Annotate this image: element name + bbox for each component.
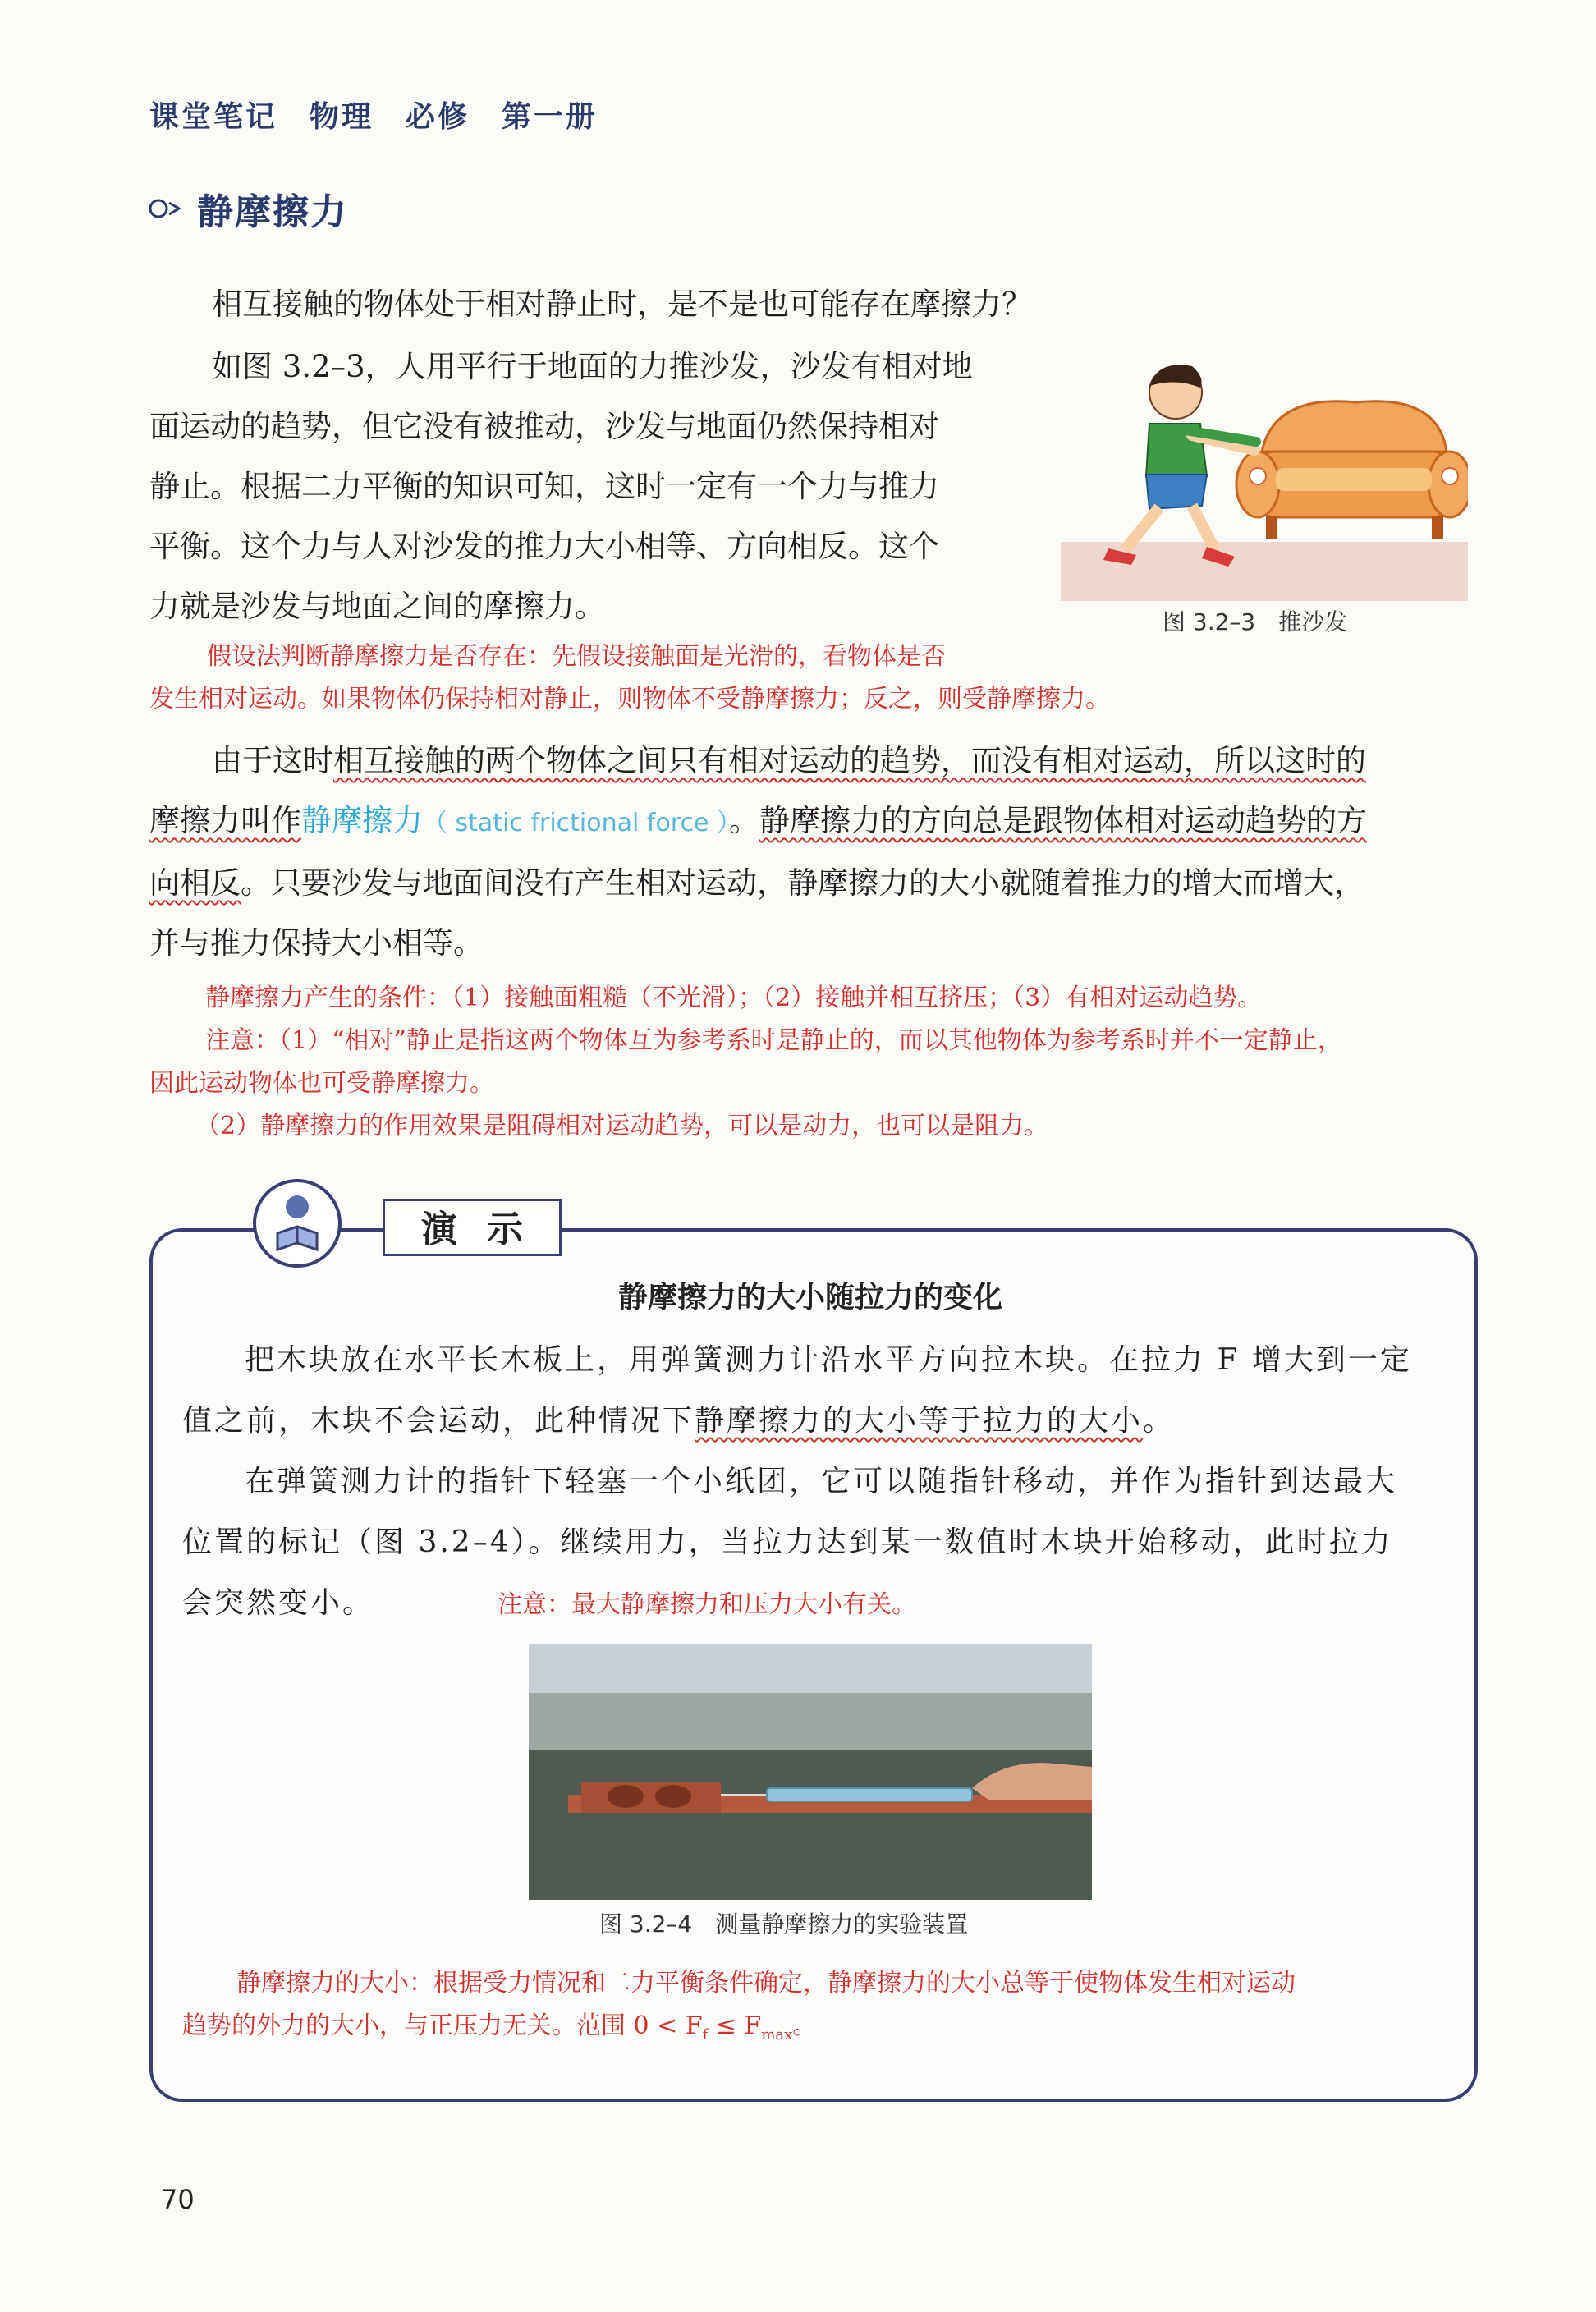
note-line: 假设法判断静摩擦力是否存在：先假设接触面是光滑的，看物体是否 [207, 642, 946, 671]
key-term: 静摩擦力 [301, 803, 423, 838]
push-sofa-illustration [1061, 345, 1468, 601]
paragraph-sofa [149, 337, 1053, 636]
text-line: 平衡。这个力与人对沙发的推力大小相等、方向相反。这个 [149, 529, 939, 564]
underlined-text: 摩擦力叫作 [149, 803, 301, 838]
text-line: 面运动的趋势，但它没有被推动，沙发与地面仍然保持相对 [149, 409, 939, 444]
text-line [182, 1391, 1438, 1452]
section-heading [148, 182, 348, 235]
experiment-setup-photo [529, 1644, 1092, 1900]
figure-caption: 图 3.2–3 推沙发 [1163, 608, 1348, 635]
subscript: f [702, 2026, 709, 2044]
arrow-bullet-icon [148, 196, 186, 221]
text-span: 。 [792, 2012, 818, 2040]
text-span: 趋势的外力的大小，与正压力无关。范围 0 < F [182, 2012, 703, 2040]
text-line: 把木块放在水平长木板上，用弹簧测力计沿水平方向拉木块。在拉力 F 增大到一定 [245, 1343, 1412, 1377]
note-line [182, 2005, 1447, 2057]
text-span: 由于这时 [212, 743, 333, 778]
note-line: 注意：（1）“相对”静止是指这两个物体互为参考系时是静止的，而以其他物体为参考系时并不一定静止， [205, 1026, 1342, 1055]
text-line: 在弹簧测力计的指针下轻塞一个小纸团，它可以随指针移动，并作为指针到达最大 [245, 1465, 1398, 1498]
demo-title: 静摩擦力的大小随拉力的变化 [617, 1281, 1002, 1314]
text-span: 会突然变小。 [182, 1586, 375, 1620]
handwritten-note: 注意：最大静摩擦力和压力大小有关。 [498, 1590, 917, 1619]
underlined-text: 静摩擦力的大小等于拉力的大小 [695, 1404, 1144, 1438]
text-line [149, 791, 1479, 853]
handwritten-note-assumption [149, 635, 1479, 721]
page-number: 70 [161, 2184, 195, 2215]
text-line [149, 731, 1479, 791]
text-line: 力就是沙发与地面之间的摩擦力。 [149, 589, 605, 624]
reader-icon [253, 1179, 342, 1268]
underlined-text: 相互接触的两个物体之间只有相对运动的趋势，而没有相对运动，所以这时的 [333, 743, 1366, 778]
text-span: 值之前，木块不会运动，此种情况下 [182, 1404, 695, 1438]
underlined-text: 静摩擦力的方向总是跟物体相对运动趋势的方 [759, 803, 1367, 838]
text-line: 如图 3.2–3，人用平行于地面的力推沙发，沙发有相对地 [212, 349, 973, 384]
text-line [149, 853, 1479, 913]
note-line: 因此运动物体也可受静摩擦力。 [149, 1069, 494, 1098]
handwritten-note-conditions [149, 977, 1479, 1148]
text-line: 静止。根据二力平衡的知识可知，这时一定有一个力与推力 [149, 469, 939, 504]
underlined-text: 向相反 [149, 865, 241, 901]
text-span: ≤ F [708, 2012, 762, 2040]
text-line: 位置的标记（图 3.2–4）。继续用力，当拉力达到某一数值时木块开始移动，此时拉力 [182, 1525, 1393, 1559]
text-span: 。 [728, 803, 759, 838]
running-header: 课堂笔记 物理 必修 第一册 [149, 100, 598, 134]
text-span: 。 [1143, 1404, 1176, 1438]
english-term: （ static frictional force ） [423, 809, 729, 837]
note-line: 静摩擦力的大小：根据受力情况和二力平衡条件确定，静摩擦力的大小总等于使物体发生相对运动 [236, 1969, 1296, 1998]
demo-text [182, 1330, 1438, 1634]
text-line: 并与推力保持大小相等。 [149, 925, 484, 961]
paragraph-question: 相互接触的物体处于相对静止时，是不是也可能存在摩擦力？ [212, 287, 1032, 322]
section-title: 静摩擦力 [197, 191, 348, 233]
note-line: （2）静摩擦力的作用效果是阻碍相对运动趋势，可以是动力，也可以是阻力。 [195, 1112, 1049, 1140]
note-line: 静摩擦力产生的条件：（1）接触面粗糙（不光滑）；（2）接触并相互挤压；（3）有相对运动趋势。 [205, 984, 1263, 1012]
handwritten-note-magnitude [182, 1962, 1447, 2057]
text-span: 。只要沙发与地面间没有产生相对运动，静摩擦力的大小就随着推力的增大而增大， [241, 865, 1364, 901]
figure-caption: 图 3.2–4 测量静摩擦力的实验装置 [599, 1911, 969, 1938]
text-line [182, 1573, 1438, 1634]
note-line: 发生相对运动。如果物体仍保持相对静止，则物体不受静摩擦力；反之，则受静摩擦力。 [149, 685, 1110, 713]
subscript: max [761, 2026, 793, 2044]
paragraph-static-friction [149, 731, 1479, 973]
demo-tab-label: 演示 [383, 1199, 562, 1256]
